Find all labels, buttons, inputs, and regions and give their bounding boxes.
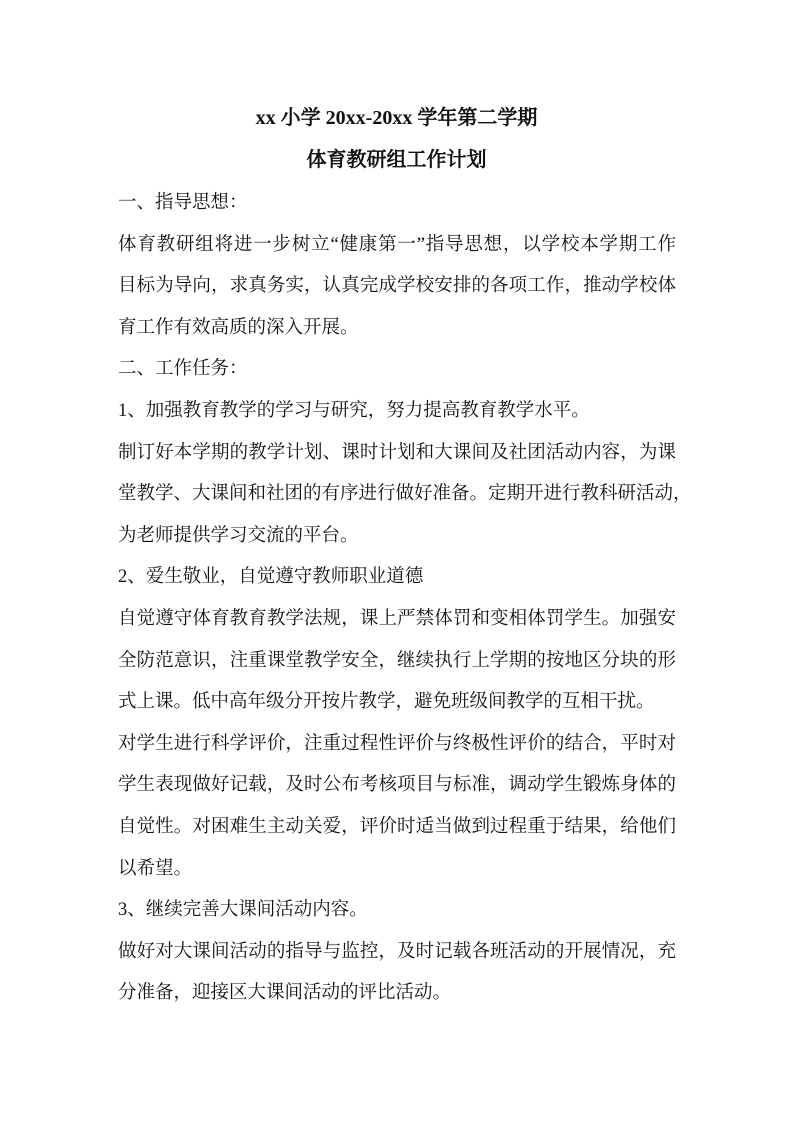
text-line: 以希望。 xyxy=(118,858,193,879)
text-line: 对学生进行科学评价，注重过程性评价与终极性评价的结合，平时对 xyxy=(118,733,676,754)
text-line: 式上课。低中高年级分开按片教学，避免班级间教学的互相干扰。 xyxy=(118,692,655,713)
text-line: 制订好本学期的教学计划、课时计划和大课间及社团活动内容，为课 xyxy=(118,442,676,463)
text-line: 分准备，迎接区大课间活动的评比活动。 xyxy=(118,983,452,1004)
text-line: 1、加强教育教学的学习与研究，努力提高教育教学水平。 xyxy=(118,400,590,421)
text-line: 2、爱生敬业，自觉遵守教师职业道德 xyxy=(118,567,424,588)
text-line: 全防范意识，注重课堂教学安全，继续执行上学期的按地区分块的形 xyxy=(118,650,676,671)
text-line: 一、指导思想： xyxy=(118,193,248,213)
document-body xyxy=(118,191,692,1023)
text-line: 做好对大课间活动的指导与监控，及时记载各班活动的开展情况，充 xyxy=(118,941,676,962)
text-line: 育工作有效高质的深入开展。 xyxy=(118,317,359,338)
document-title: xx 小学 20xx-20xx 学年第二学期 xyxy=(255,107,538,129)
text-line: 自觉性。对困难生主动关爱，评价时适当做到过程重于结果，给他们 xyxy=(118,816,676,837)
text-line: 堂教学、大课间和社团的有序进行做好准备。定期开进行教科研活动， xyxy=(118,484,692,505)
text-line: 二、工作任务： xyxy=(118,359,248,380)
text-line: 体育教研组将进一步树立“健康第一”指导思想，以学校本学期工作 xyxy=(118,234,676,255)
text-line: 学生表现做好记载，及时公布考核项目与标准，调动学生锻炼身体的 xyxy=(118,775,676,796)
text-line: 目标为导向，求真务实，认真完成学校安排的各项工作，推动学校体 xyxy=(118,276,676,297)
text-line: 自觉遵守体育教育教学法规，课上严禁体罚和变相体罚学生。加强安 xyxy=(118,608,676,629)
document-subtitle: 体育教研组工作计划 xyxy=(306,149,487,171)
text-line: 为老师提供学习交流的平台。 xyxy=(118,525,359,546)
text-line: 3、继续完善大课间活动内容。 xyxy=(118,900,368,921)
